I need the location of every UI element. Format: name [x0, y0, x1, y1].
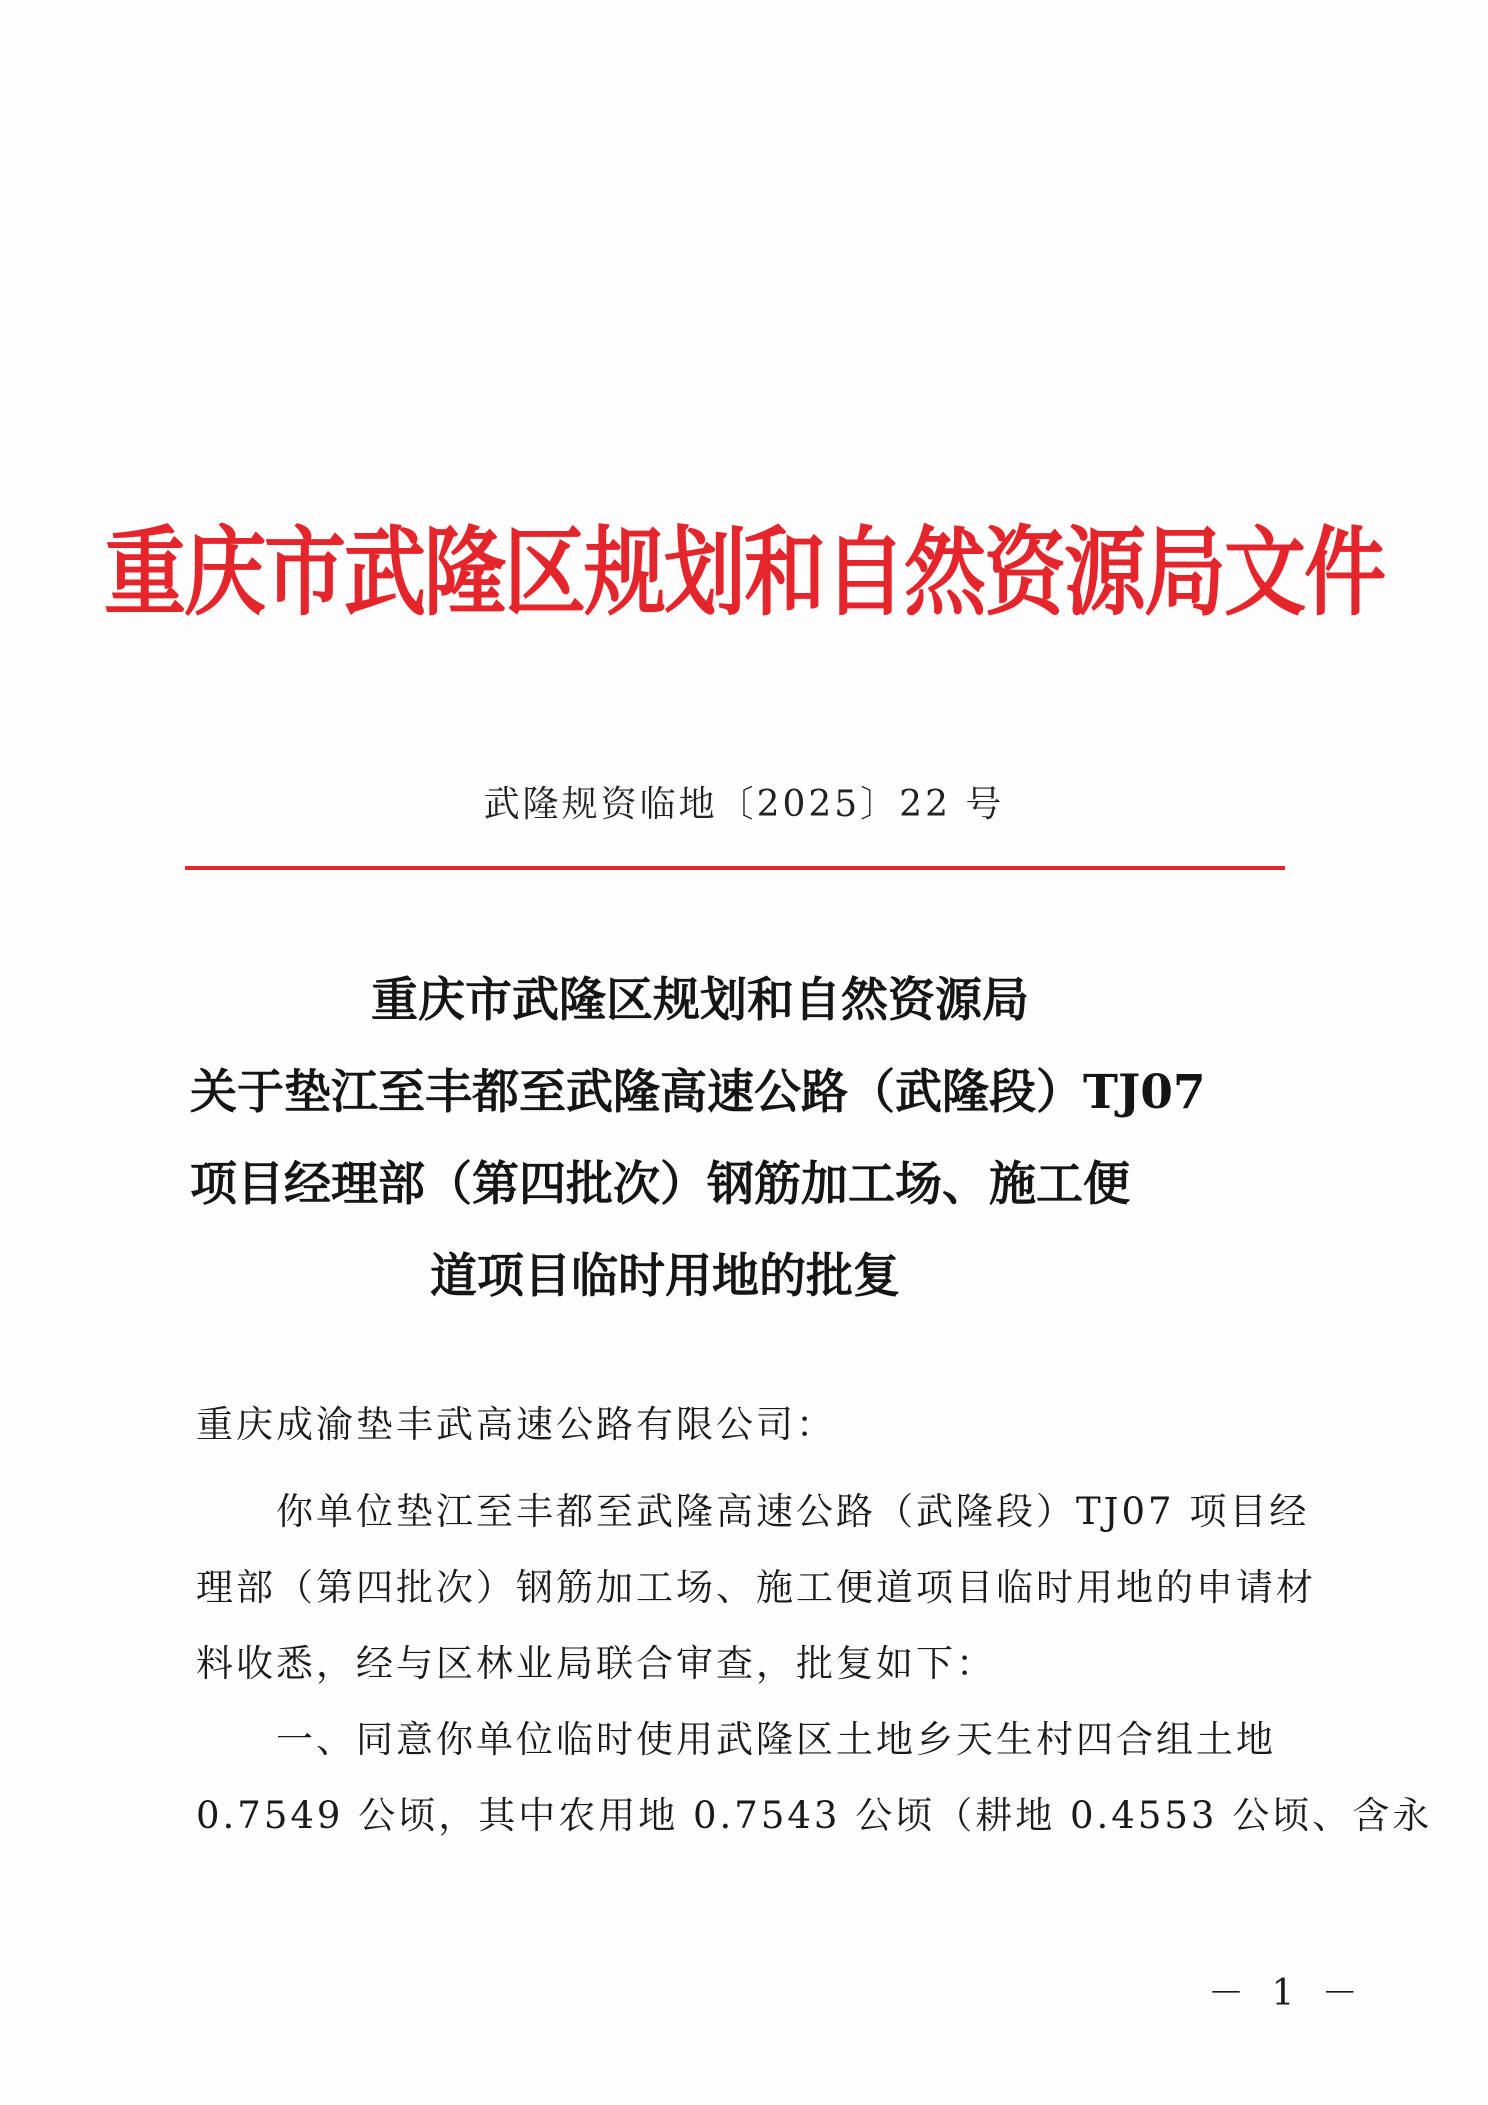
body-line: 一、同意你单位临时使用武隆区土地乡天生村四合组土地: [276, 1718, 1276, 1761]
addressee: 重庆成渝垫丰武高速公路有限公司：: [196, 1403, 836, 1446]
title-line: 项目经理部（第四批次）钢筋加工场、施工便: [190, 1157, 1130, 1212]
body-line: 0.7549 公顷，其中农用地 0.7543 公顷（耕地 0.4553 公顷、含永: [196, 1794, 1433, 1837]
document-title: [190, 955, 1300, 1323]
title-line: 关于垫江至丰都至武隆高速公路（武隆段）TJ07: [190, 1065, 1206, 1120]
body-line: 料收悉，经与区林业局联合审查，批复如下：: [196, 1642, 996, 1685]
title-line: 道项目临时用地的批复: [430, 1249, 900, 1304]
body-line: 理部（第四批次）钢筋加工场、施工便道项目临时用地的申请材: [196, 1566, 1316, 1609]
title-line: 重庆市武隆区规划和自然资源局: [371, 973, 1029, 1028]
masthead-title: 重庆市武隆区规划和自然资源局文件: [103, 517, 1384, 630]
document-number: 武隆规资临地〔2025〕22 号: [483, 784, 1005, 825]
body-line: 你单位垫江至丰都至武隆高速公路（武隆段）TJ07 项目经: [276, 1490, 1310, 1533]
red-divider-line: [185, 866, 1285, 870]
body-text: [196, 1474, 1433, 1854]
page-number: － 1 －: [1208, 1973, 1366, 2014]
